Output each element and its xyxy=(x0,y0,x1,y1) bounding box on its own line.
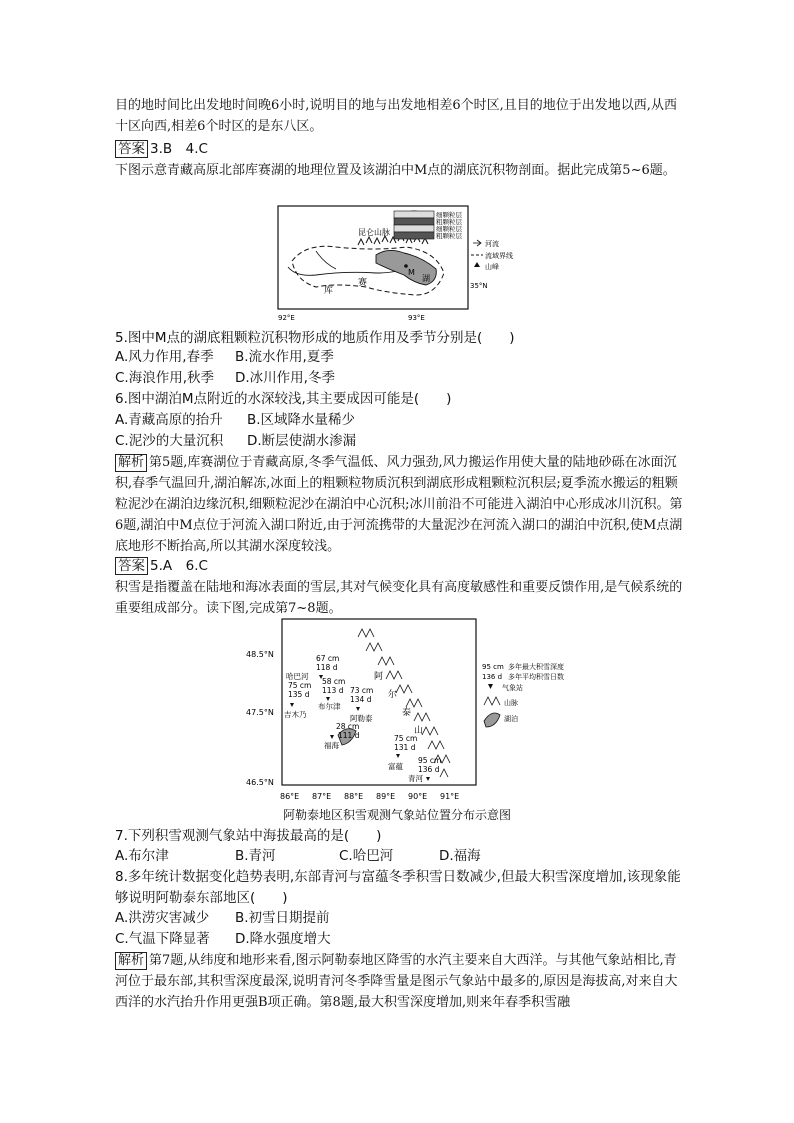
q5-option-a: A.风力作用,春季 xyxy=(115,349,214,365)
lon-right: 93°E xyxy=(408,314,425,322)
legend-depth-text: 多年最大积雪深度 xyxy=(508,663,564,671)
mountain-label: 昆仑山脉 xyxy=(358,228,390,237)
lake-char-3: 湖 xyxy=(422,274,430,283)
q7-option-a: A.布尔津 xyxy=(115,848,169,864)
map1-legend xyxy=(471,240,483,267)
q8-option-c: C.气温下降显著 xyxy=(115,931,210,947)
q5-option-c: C.海浪作用,秋季 xyxy=(115,370,215,386)
q5-options-row1 xyxy=(115,347,334,368)
station-days: 136 d xyxy=(418,765,440,774)
q7-stem: 7.下列积雪观测气象站中海拔最高的是( ) xyxy=(115,828,382,844)
station-days: 131 d xyxy=(394,743,416,752)
station-name: 福海 xyxy=(324,741,339,750)
q8-stem: 8.多年统计数据变化趋势表明,东部青河与富蕴冬季积雪日数减少,但最大积雪深度增加,该现象能够说明阿勒泰东部地区( ) xyxy=(115,869,681,906)
station-name: 哈巴河 xyxy=(286,672,309,681)
figure2-intro: 积雪是指覆盖在陆地和海冰表面的雪层,其对气候变化具有高度敏感性和重要反馈作用,是气候系统的重要组成部分。读下图,完成第7~8题。 xyxy=(115,580,683,616)
answer-3-4-line xyxy=(115,139,685,160)
analysis-7-8: 第7题,从纬度和地形来看,图示阿勒泰地区降雪的水汽主要来自大西洋。与其他气象站相比,青河位于最东部,其积雪深度最深,说明青河冬季降雪量是图示气象站中最多的,原因是海拔高,对来自大西洋的水汽抬升作用更强B项正确。第8题,最大积雪深度增加,则来年春季积雪融 xyxy=(115,953,678,1010)
station-depth: 75 cm xyxy=(288,681,312,690)
q6-option-b: B.区域降水量稀少 xyxy=(247,412,356,428)
analysis-label: 解析 xyxy=(115,454,147,472)
mountain-char-3: 泰 xyxy=(402,708,412,718)
answer-label: 答案 xyxy=(115,557,148,575)
layer-label-3: 细颗粒层 xyxy=(436,225,462,233)
q7-option-c: C.哈巴河 xyxy=(339,848,394,864)
layer-label-1: 细颗粒层 xyxy=(436,211,462,219)
mountain-char-4: 山 xyxy=(414,726,424,736)
lake-char-2: 赛 xyxy=(358,278,368,288)
lon-label-91: 91°E xyxy=(440,792,460,801)
q7-options-row xyxy=(115,846,481,867)
q5-stem: 5.图中M点的湖底粗颗粒沉积物形成的地质作用及季节分别是( ) xyxy=(115,330,515,346)
station-depth: 73 cm xyxy=(350,686,374,695)
lat-label: 35°N xyxy=(470,282,488,290)
station-days: 134 d xyxy=(350,695,372,704)
station-name: 吉木乃 xyxy=(284,710,307,719)
analysis-7-8-paragraph xyxy=(115,950,685,1013)
station-depth: 28 cm xyxy=(336,722,360,731)
legend-mountain-icon xyxy=(484,697,500,705)
q8-option-d: D.降水强度增大 xyxy=(235,931,331,947)
legend-lake: 湖泊 xyxy=(504,715,518,723)
lon-label-90: 90°E xyxy=(408,792,428,801)
lon-label-87: 87°E xyxy=(312,792,332,801)
legend-days-text: 多年平均积雪日数 xyxy=(508,673,564,681)
q8-option-b: B.初雪日期提前 xyxy=(235,910,330,926)
station-days: 118 d xyxy=(316,663,338,672)
q6-options-row1 xyxy=(115,410,355,431)
mountain-char-2: 尔 xyxy=(388,690,398,700)
legend-station: 气象站 xyxy=(502,684,523,692)
q5-options-row2 xyxy=(115,368,335,389)
q6-options-row2 xyxy=(115,431,356,452)
q8-option-a: A.洪涝灾害减少 xyxy=(115,910,210,926)
station-name: 布尔津 xyxy=(318,702,341,711)
legend-station-icon xyxy=(488,684,493,689)
answer-5-6: 5.A 6.C xyxy=(150,558,208,574)
station-name: 富蕴 xyxy=(388,762,403,771)
q6-option-a: A.青藏高原的抬升 xyxy=(115,412,223,428)
lon-left: 92°E xyxy=(278,314,295,322)
legend-mountain: 山脉 xyxy=(504,699,518,707)
lon-label-86: 86°E xyxy=(280,792,300,801)
station-days: 135 d xyxy=(288,690,310,699)
kusai-lake-map xyxy=(276,203,516,325)
sediment-profile xyxy=(394,211,434,239)
altay-snow-map xyxy=(246,617,566,805)
lon-label-89: 89°E xyxy=(376,792,396,801)
legend-river: 河流 xyxy=(485,240,499,248)
station-depth: 75 cm xyxy=(394,734,418,743)
point-m-label: M xyxy=(408,268,415,277)
q6-option-d: D.断层使湖水渗漏 xyxy=(247,433,357,449)
layer-label-4: 粗颗粒层 xyxy=(436,232,462,240)
lake-char-1: 库 xyxy=(324,286,334,296)
answer-label: 答案 xyxy=(115,140,148,158)
analysis-label: 解析 xyxy=(115,952,147,970)
station-name: 阿勒泰 xyxy=(350,714,373,723)
q6-option-c: C.泥沙的大量沉积 xyxy=(115,433,224,449)
layer-label-2: 粗颗粒层 xyxy=(436,218,462,226)
analysis-5-6: 第5题,库赛湖位于青藏高原,冬季气温低、风力强劲,风力搬运作用使大量的陆地砂砾在冰面沉积,春季气温回升,湖泊解冻,冰面上的粗颗粒物质沉积到湖底形成粗颗粒沉积层;夏季流水搬运的粗颗粒泥沙在湖泊边缘沉积,细颗粒泥沙在湖泊中心沉积;冰川前沿不可能进入湖泊中心形成冰川沉积。第6题,湖泊中M点位于河流入湖口附近,由于河流携带的大量泥沙在河流入湖口的湖泊中沉积,使M点湖底地形不断抬高,所以其湖水深度较浅。 xyxy=(115,455,683,554)
lat-label-47-5: 47.5°N xyxy=(246,708,274,717)
map2-legend xyxy=(482,662,564,727)
station-days: 113 d xyxy=(322,686,344,695)
lat-label-48-5: 48.5°N xyxy=(246,650,274,659)
station-depth: 95 cm xyxy=(418,756,442,765)
legend-days-value: 136 d xyxy=(482,673,503,681)
station-depth: 58 cm xyxy=(322,677,346,686)
legend-boundary: 流域界线 xyxy=(485,252,513,260)
legend-peak: 山峰 xyxy=(485,263,499,271)
q7-option-b: B.青河 xyxy=(235,848,276,864)
station-name: 青河 xyxy=(408,774,423,783)
q8-options-row1 xyxy=(115,908,330,929)
mountain-char-1: 阿 xyxy=(374,672,384,682)
q7-option-d: D.福海 xyxy=(439,848,481,864)
analysis-5-6-paragraph xyxy=(115,452,685,557)
lon-label-88: 88°E xyxy=(344,792,364,801)
answer-3-4: 3.B 4.C xyxy=(150,141,208,157)
legend-depth-value: 95 cm xyxy=(482,663,504,671)
q6-stem: 6.图中湖泊M点附近的水深较浅,其主要成因可能是( ) xyxy=(115,391,452,407)
answer-5-6-line xyxy=(115,556,685,577)
map2-caption: 阿勒泰地区积雪观测气象站位置分布示意图 xyxy=(282,808,511,822)
intro-paragraph: 目的地时间比出发地时间晚6小时,说明目的地与出发地相差6个时区,且目的地位于出发地以西,从西十区向西,相差6个时区的是东八区。 xyxy=(115,98,677,134)
q5-option-d: D.冰川作用,冬季 xyxy=(235,370,335,386)
station-days: 111 d xyxy=(338,731,360,740)
q5-option-b: B.流水作用,夏季 xyxy=(235,349,334,365)
q8-options-row2 xyxy=(115,929,331,950)
station-depth: 67 cm xyxy=(316,654,340,663)
lat-label-46-5: 46.5°N xyxy=(246,778,274,787)
legend-lake-icon xyxy=(484,713,500,727)
figure1-intro: 下图示意青藏高原北部库赛湖的地理位置及该湖泊中M点的湖底沉积物剖面。据此完成第5~6题。 xyxy=(115,163,676,178)
